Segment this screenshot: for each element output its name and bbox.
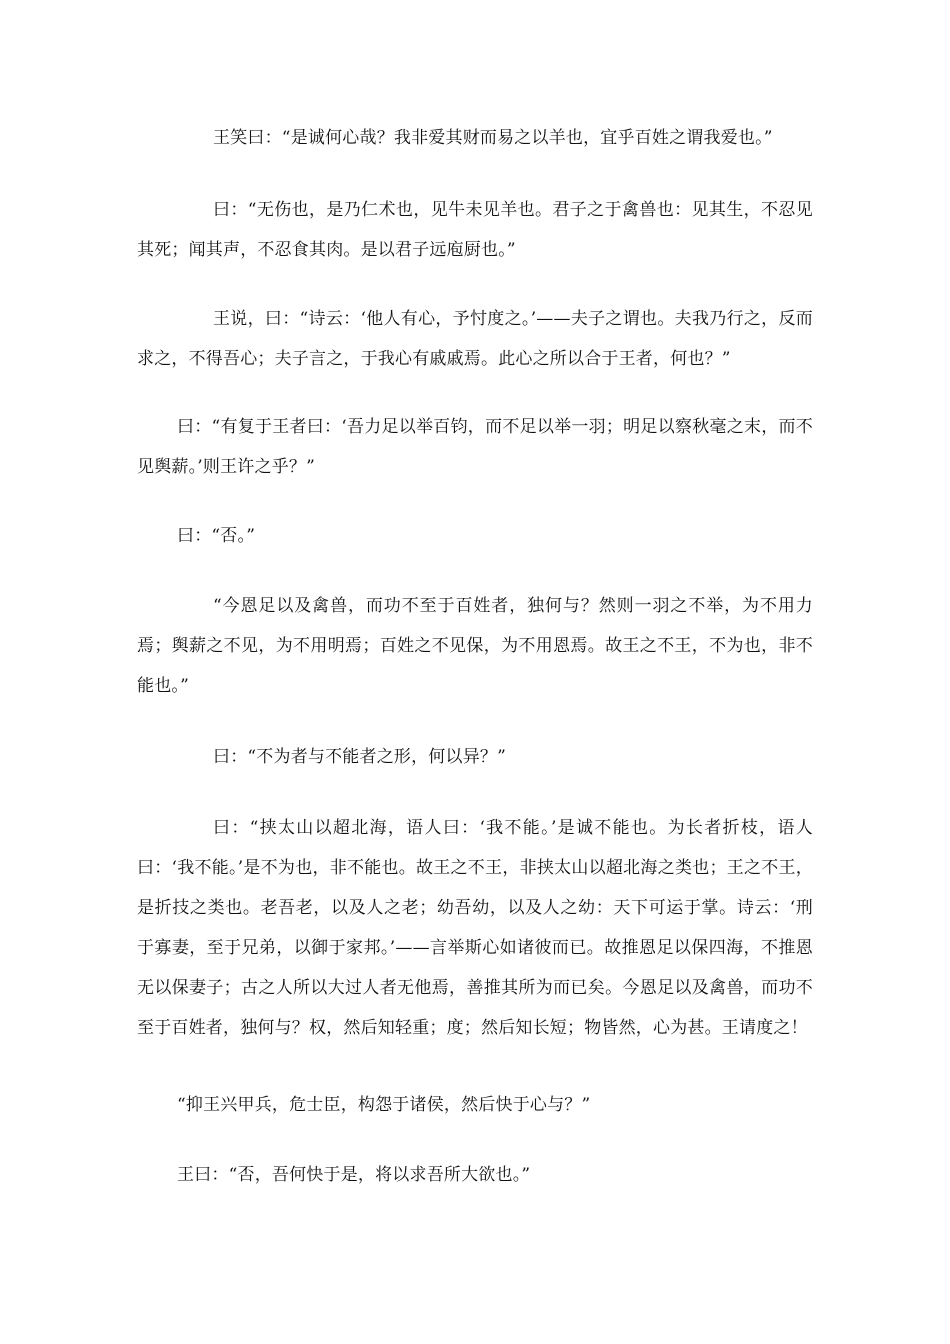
paragraph-8: 曰：“挟太山以超北海，语人曰：‘我不能。’是诚不能也。为长者折枝，语人曰：‘我不能。’是不为也，非不能也。故王之不王，非挟太山以超北海之类也；王之不王，是折技之类也。老吾老，以及人之老；幼吾幼，以及人之幼：天下可运于掌。诗云：‘刑于寡妻，至于兄弟，以御于家邦。’——言举斯心如诸彼而已。故推恩足以保四海，不推恩无以保妻子；古之人所以大过人者无他焉，善推其所为而已矣。今恩足以及禽兽，而功不至于百姓者，独何与？权，然后知轻重；度；然后知长短；物皆然，心为甚。王请度之！ [137,818,813,1038]
paragraph-7: 曰：“不为者与不能者之形，何以异？” [213,747,506,767]
paragraph-6: “今恩足以及禽兽，而功不至于百姓者，独何与？然则一羽之不举，为不用力焉；舆薪之不见，为不用明焉；百姓之不见保，为不用恩焉。故王之不王，不为也，非不能也。” [137,596,813,696]
paragraph-2: 曰：“无伤也，是乃仁术也，见牛未见羊也。君子之于禽兽也：见其生，不忍见其死；闻其声，不忍食其肉。是以君子远庖厨也。” [137,200,813,260]
paragraph-4: 曰：“有复于王者曰：‘吾力足以举百钧，而不足以举一羽；明足以察秋毫之末，而不见舆薪。’则王许之乎？” [137,417,813,477]
paragraph-1: 王笑曰：“是诚何心哉？我非爱其财而易之以羊也，宜乎百姓之谓我爱也。” [213,128,773,148]
paragraph-5: 曰：“否。” [177,526,256,546]
paragraph-9: “抑王兴甲兵，危士臣，构怨于诸侯，然后快于心与？” [177,1095,591,1115]
paragraph-10: 王曰：“否，吾何快于是，将以求吾所大欲也。” [177,1165,531,1185]
paragraph-3: 王说，曰：“诗云：‘他人有心，予忖度之。’——夫子之谓也。夫我乃行之，反而求之，不得吾心；夫子言之，于我心有戚戚焉。此心之所以合于王者，何也？” [137,309,813,369]
